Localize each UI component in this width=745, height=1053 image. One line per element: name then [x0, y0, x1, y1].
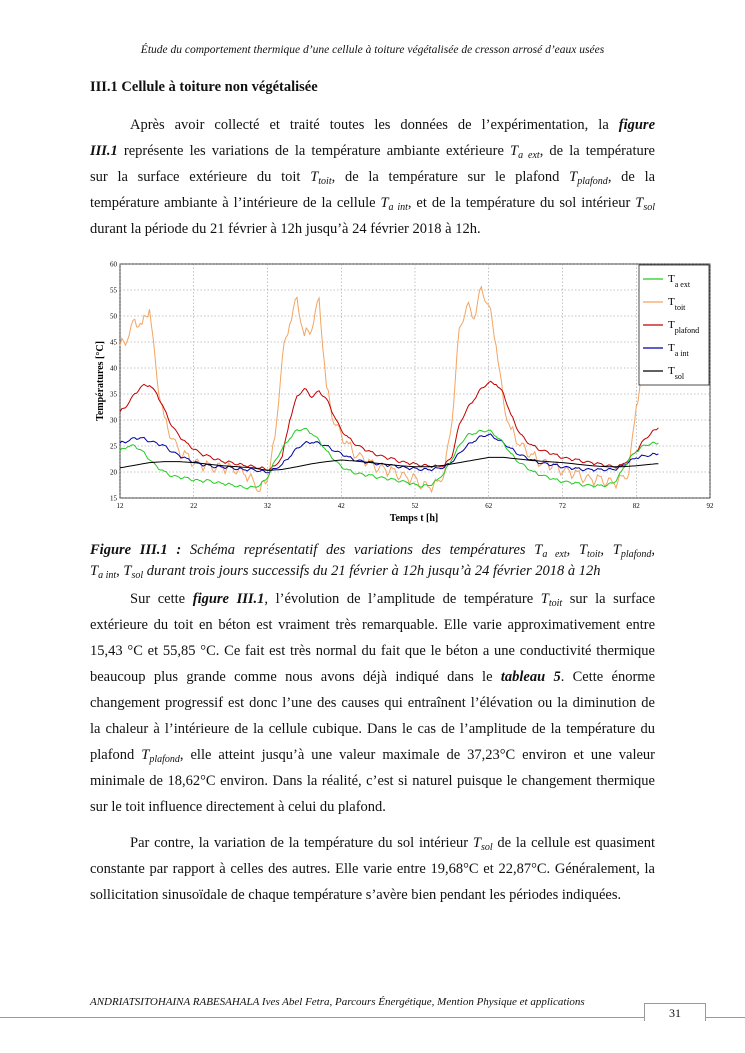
x-tick-label: 72: [559, 502, 566, 510]
y-tick-label: 60: [110, 260, 117, 269]
x-tick-label: 82: [632, 502, 640, 510]
y-tick-label: 40: [110, 364, 117, 373]
x-tick-label: 62: [485, 502, 493, 510]
y-tick-label: 45: [110, 338, 117, 347]
paragraph-analysis: Sur cette figure III.1, l’évolution de l’amplitude de température $T_{toit}$ sur la surface extérieure du toit en béton est vraiment très remarquable. Elle varie approximativement entre 15,43 °C et 55,85 °C. Ce fait est très normal du fait que le béton a une conductivité thermique beaucoup plus grande comme nous avons déjà indiqué dans le tableau 5. Cette énorme changement progressif est donc l’une des causes qui entraînent l’élévation ou la diminution de la chaleur à l’intérieure de la cellule cubique. Dans le cas de l’amplitude de la température du plafond $T_{plafond}$, elle atteint jusqu’à une valeur maximale de 37,23°C environ et une valeur minimale de 18,62°C environ. Dans la réalité, c’est si naturel puisque le changement thermique sur le toit influence directement à celui du plafond.: [90, 591, 656, 815]
y-tick-label: 30: [110, 416, 117, 425]
paragraph-intro: Après avoir collecté et traité toutes les données de l’expérimentation, la figure III.1 représente les variations de la température ambiante extérieure $T_{a ext}$, de la température sur la surface extérieure du toit $T_{toit}$, de la température sur le plafond $T_{plafond}$, de la température ambiante à l’intérieure de la cellule $T_{a int}$, et de la température du sol intérieur $T_{sol}$ durant la période du 21 février à 12h jusqu’à 24 février 2018 à 12h.: [90, 117, 656, 237]
section-title: III.1 Cellule à toiture non végétalisée: [90, 79, 318, 95]
page-number: 31: [644, 1003, 706, 1021]
temperature-chart: [90, 256, 720, 528]
legend-entry-toit: $T_{toit}$: [668, 296, 686, 312]
y-tick-label: 35: [110, 390, 117, 399]
chart-legend: [639, 265, 709, 385]
y-tick-label: 15: [110, 494, 117, 503]
x-axis-label: Temps t [h]: [389, 513, 439, 524]
x-tick-label: 52: [411, 502, 419, 510]
x-tick-label: 42: [337, 502, 345, 510]
x-tick-label: 32: [264, 502, 271, 510]
footer-divider: [0, 1017, 745, 1018]
y-tick-label: 55: [110, 286, 117, 295]
running-header: Étude du comportement thermique d’une cellule à toiture végétalisée de cresson arrosé d’eaux usées: [140, 44, 605, 56]
x-tick-label: 12: [116, 502, 124, 510]
legend-entry-sol: $T_{sol}$: [668, 365, 685, 381]
y-tick-label: 20: [110, 468, 117, 477]
x-tick-label: 22: [190, 502, 198, 510]
paragraph-soil: Par contre, la variation de la température du sol intérieur $T_{sol}$ de la cellule est quasiment constante par rapport à celles des autres. Elle varie entre 19,68°C et 22,87°C. Généralement, la sollicitation sinusoïdale de chaque température s’avère bien pendant les périodes indiquées.: [90, 835, 656, 903]
y-tick-label: 25: [110, 442, 117, 451]
x-tick-label: 92: [706, 502, 714, 510]
footer-author: ANDRIATSITOHAINA RABESAHALA Ives Abel Fetra, Parcours Énergétique, Mention Physique et applications: [90, 996, 585, 1008]
y-axis-label: Températures [°C]: [95, 341, 106, 421]
y-tick-label: 50: [110, 312, 117, 321]
legend-entry-a-ext: $T_{a ext}$: [668, 273, 691, 289]
legend-entry-a-int: $T_{a int}$: [668, 342, 689, 358]
figure-caption: Figure III.1 : Schéma représentatif des variations des températures $T_{a ext}$, $T_{toit}$, $T_{plafond}$, $T_{a int}$, $T_{sol}$ durant trois jours successifs du 21 février à 12h jusqu’à 24 février 2018 à 12h: [90, 542, 655, 581]
legend-entry-plafond: $T_{plafond}$: [668, 319, 700, 335]
